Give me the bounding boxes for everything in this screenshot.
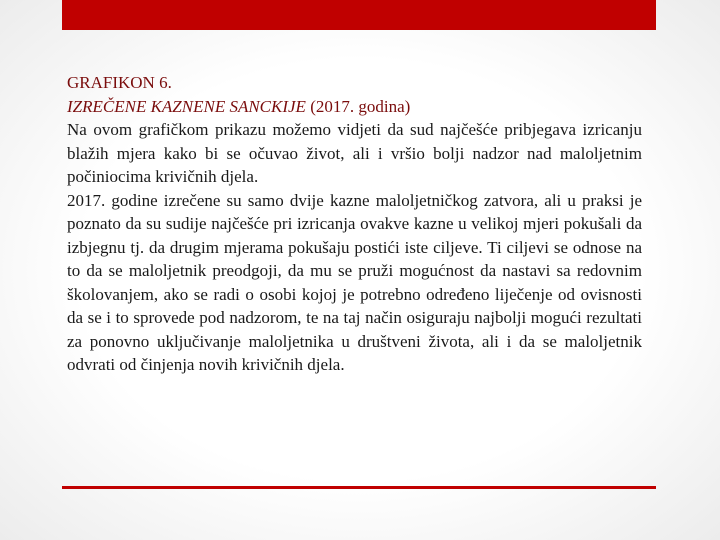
slide-content [67,71,642,377]
paragraph-intro: Na ovom grafičkom prikazu možemo vidjeti da sud najčešće pribjegava izricanju blažih mjera kako bi se očuvao život, ali i vršio bolji nadzor nad maloljetnim počiniocima krivičnih djela. [67,120,642,186]
chart-heading: GRAFIKON 6. [67,73,172,92]
bottom-divider [62,486,656,489]
paragraph-detail: 2017. godine izrečene su samo dvije kazne maloljetničkog zatvora, ali u praksi je poznato da su sudije najčešće pri izricanja ovakve kazne u velikoj mjeri pokušali da izbjegnu tj. da drugim mjerama pokušaju postići iste ciljeve. Ti ciljevi se odnose na to da se maloljetnik preodgoji, da mu se pruži mogućnost da nastavi sa redovnim školovanjem, ako se radi o osobi kojoj je potrebno određeno liječenje od ovisnosti da se i to sprovede pod nadzorom, te na taj način osiguraju najbolji mogući rezultati za ponovno uključivanje maloljetnika u društveni života, ali i da se maloljetnik odvrati od činjenja novih krivičnih djela. [67,190,642,374]
top-accent-bar [62,0,656,30]
subheading-year: (2017. godina) [305,96,411,116]
subheading-title: IZREČENE KAZNENE SANCKIJE [67,96,306,116]
chart-subheading [67,95,642,119]
